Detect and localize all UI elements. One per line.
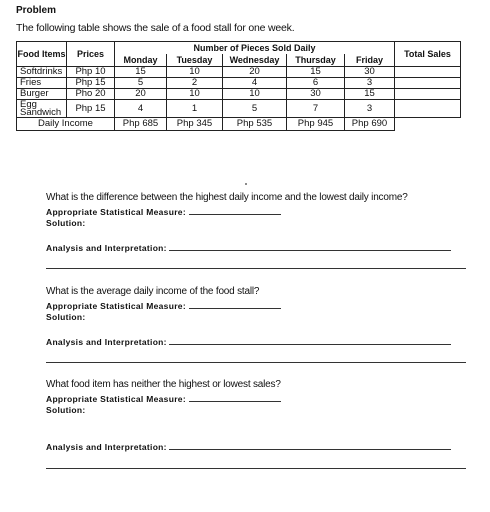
solution-label: Solution: bbox=[46, 405, 86, 415]
value-cell: 15 bbox=[287, 67, 345, 78]
item-cell: Softdrinks bbox=[17, 67, 67, 78]
answer-line[interactable] bbox=[46, 468, 466, 469]
header-day: Monday bbox=[115, 54, 167, 67]
analysis-label: Analysis and Interpretation: bbox=[46, 336, 466, 347]
total-cell bbox=[395, 89, 461, 100]
measure-label: Appropriate Statistical Measure: bbox=[46, 393, 281, 404]
income-cell: Php 535 bbox=[223, 118, 287, 131]
header-total-sales: Total Sales bbox=[395, 42, 461, 67]
total-cell bbox=[395, 78, 461, 89]
price-cell: Php 10 bbox=[67, 67, 115, 78]
item-cell: Burger bbox=[17, 89, 67, 100]
measure-blank[interactable] bbox=[189, 393, 281, 402]
value-cell: 30 bbox=[345, 67, 395, 78]
table-row bbox=[17, 67, 461, 78]
price-cell: Php 15 bbox=[67, 100, 115, 118]
value-cell: 20 bbox=[115, 89, 167, 100]
empty-cell bbox=[395, 118, 461, 131]
value-cell: 5 bbox=[115, 78, 167, 89]
answer-line[interactable] bbox=[46, 362, 466, 363]
value-cell: 15 bbox=[345, 89, 395, 100]
header-prices: Prices bbox=[67, 42, 115, 67]
sales-table bbox=[16, 41, 461, 131]
value-cell: 10 bbox=[167, 89, 223, 100]
value-cell: 20 bbox=[223, 67, 287, 78]
value-cell: 4 bbox=[115, 100, 167, 118]
measure-label: Appropriate Statistical Measure: bbox=[46, 206, 281, 217]
answer-line[interactable] bbox=[46, 268, 466, 269]
header-day: Wednesday bbox=[223, 54, 287, 67]
value-cell: 3 bbox=[345, 100, 395, 118]
question-text: What is the average daily income of the food stall? bbox=[46, 286, 260, 297]
income-label: Daily Income bbox=[17, 118, 115, 131]
problem-heading: Problem bbox=[16, 5, 57, 16]
header-day: Tuesday bbox=[167, 54, 223, 67]
value-cell: 10 bbox=[223, 89, 287, 100]
measure-label: Appropriate Statistical Measure: bbox=[46, 300, 281, 311]
price-cell: Php 15 bbox=[67, 78, 115, 89]
value-cell: 3 bbox=[345, 78, 395, 89]
measure-blank[interactable] bbox=[189, 206, 281, 215]
table-row bbox=[17, 78, 461, 89]
solution-label: Solution: bbox=[46, 218, 86, 228]
total-cell bbox=[395, 67, 461, 78]
header-day: Thursday bbox=[287, 54, 345, 67]
income-cell: Php 685 bbox=[115, 118, 167, 131]
income-row bbox=[17, 118, 461, 131]
price-cell: Pho 20 bbox=[67, 89, 115, 100]
analysis-label: Analysis and Interpretation: bbox=[46, 441, 466, 452]
income-cell: Php 945 bbox=[287, 118, 345, 131]
value-cell: 10 bbox=[167, 67, 223, 78]
question-text: What food item has neither the highest or lowest sales? bbox=[46, 379, 281, 390]
value-cell: 2 bbox=[167, 78, 223, 89]
item-cell: Fries bbox=[17, 78, 67, 89]
header-food-items: Food Items bbox=[17, 42, 67, 67]
question-text: What is the difference between the highest daily income and the lowest daily income? bbox=[46, 192, 408, 203]
income-cell: Php 690 bbox=[345, 118, 395, 131]
analysis-blank[interactable] bbox=[169, 242, 451, 251]
value-cell: 6 bbox=[287, 78, 345, 89]
analysis-blank[interactable] bbox=[169, 441, 451, 450]
stray-mark bbox=[245, 183, 247, 185]
value-cell: 30 bbox=[287, 89, 345, 100]
value-cell: 15 bbox=[115, 67, 167, 78]
intro-text: The following table shows the sale of a food stall for one week. bbox=[16, 22, 295, 34]
value-cell: 5 bbox=[223, 100, 287, 118]
table-row bbox=[17, 100, 461, 118]
header-day: Friday bbox=[345, 54, 395, 67]
item-cell: Egg Sandwich bbox=[17, 100, 67, 118]
analysis-blank[interactable] bbox=[169, 336, 451, 345]
header-pieces-sold: Number of Pieces Sold Daily bbox=[115, 42, 395, 55]
value-cell: 4 bbox=[223, 78, 287, 89]
total-cell bbox=[395, 100, 461, 118]
value-cell: 1 bbox=[167, 100, 223, 118]
solution-label: Solution: bbox=[46, 312, 86, 322]
measure-blank[interactable] bbox=[189, 300, 281, 309]
value-cell: 7 bbox=[287, 100, 345, 118]
table-row bbox=[17, 89, 461, 100]
income-cell: Php 345 bbox=[167, 118, 223, 131]
analysis-label: Analysis and Interpretation: bbox=[46, 242, 466, 253]
